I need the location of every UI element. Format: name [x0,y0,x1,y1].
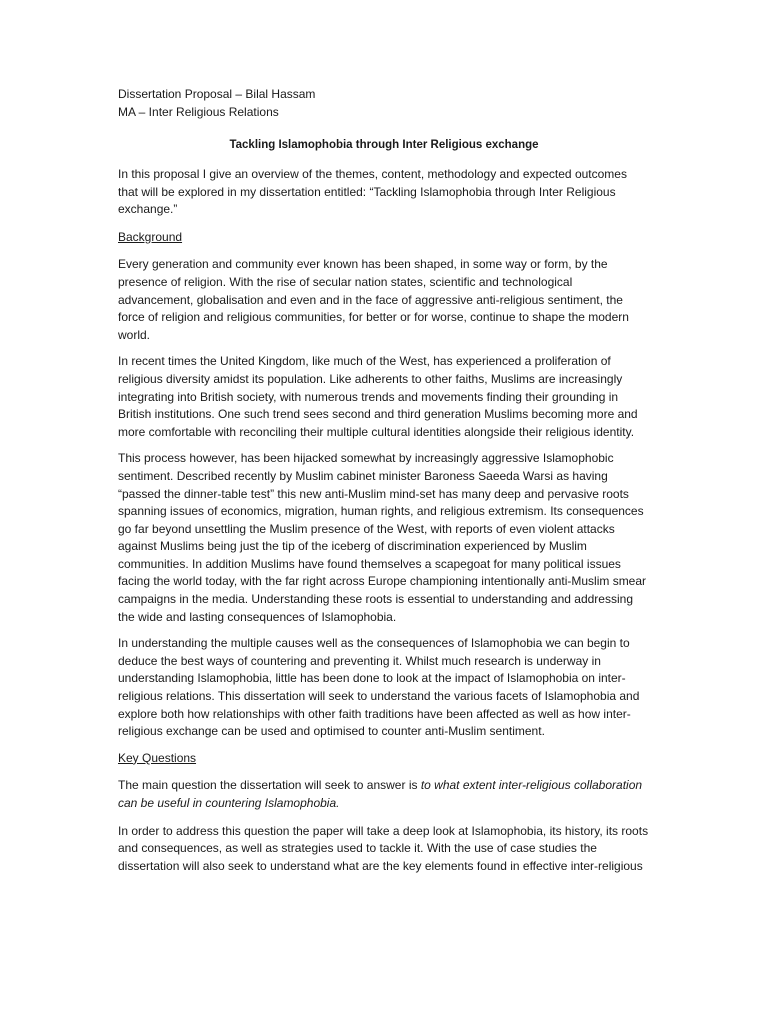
background-paragraph-1: Every generation and community ever known has been shaped, in some way or form, by the presence of religion. With the rise of secular nation states, scientific and technological advancement, globalisation and even and in the face of aggressive anti-religious sentiment, the force of religion and religious communities, for better or for worse, continue to shape the modern world. [118,257,629,342]
degree-line: MA – Inter Religious Relations [118,104,279,119]
background-heading: Background [118,229,183,244]
key-questions-heading: Key Questions [118,750,197,765]
background-paragraph-4: In understanding the multiple causes well as the consequences of Islamophobia we can begin to deduce the best ways of countering and preventing it. Whilst much research is underway in understanding Islamophobia, little has been done to look at the impact of Islamophobia on inter-religious relations. This dissertation will seek to understand the various facets of Islamophobia and explore both how relationships with other faith traditions have been affected as well as how inter-religious exchange can be used and optimised to counter anti-Muslim sentiment. [118,636,640,739]
document-body [118,86,650,875]
main-question-italic: to what extent inter-religious collaboration can be useful in countering Islamophobia. [118,778,643,810]
intro-paragraph: In this proposal I give an overview of the themes, content, methodology and expected outcomes that will be explored in my dissertation entitled: “Tackling Islamophobia through Inter Religious exchange.” [118,167,627,217]
background-paragraph-3: This process however, has been hijacked somewhat by increasingly aggressive Islamophobic sentiment. Described recently by Muslim cabinet minister Baroness Saeeda Warsi as having “passed the dinner-table test” this new anti-Muslim mind-set has many deep and pervasive roots spanning issues of economics, migration, human rights, and religious extremism. Its consequences go far beyond unsettling the Muslim presence of the West, with reports of even violent attacks against Muslims being just the tip of the iceberg of discrimination experienced by Muslim communities. In addition Muslims have found themselves a scapegoat for many political issues facing the world today, with the far right across Europe championing intentionally anti-Muslim smear campaigns in the media. Understanding these roots is essential to understanding and addressing the wide and lasting consequences of Islamophobia. [118,451,647,624]
followup-paragraph: In order to address this question the paper will take a deep look at Islamophobia, its history, its roots and consequences, as well as strategies used to tackle it. With the use of case studies the dissertation will also seek to understand what are the key elements found in effective inter-religious [118,823,649,873]
background-paragraph-2: In recent times the United Kingdom, like much of the West, has experienced a proliferation of religious diversity amidst its population. Like adherents to other faiths, Muslims are increasingly integrating into British society, with numerous trends and movements finding their grounding in British institutions. One such trend sees second and third generation Muslims becoming more and more comfortable with reconciling their multiple cultural identities alongside their religious identity. [118,354,638,439]
document-title: Tackling Islamophobia through Inter Religious exchange [229,139,539,151]
main-question-prefix: The main question the dissertation will seek to answer is [118,778,421,793]
main-question-paragraph [118,777,650,812]
proposal-author-line: Dissertation Proposal – Bilal Hassam [118,87,316,101]
